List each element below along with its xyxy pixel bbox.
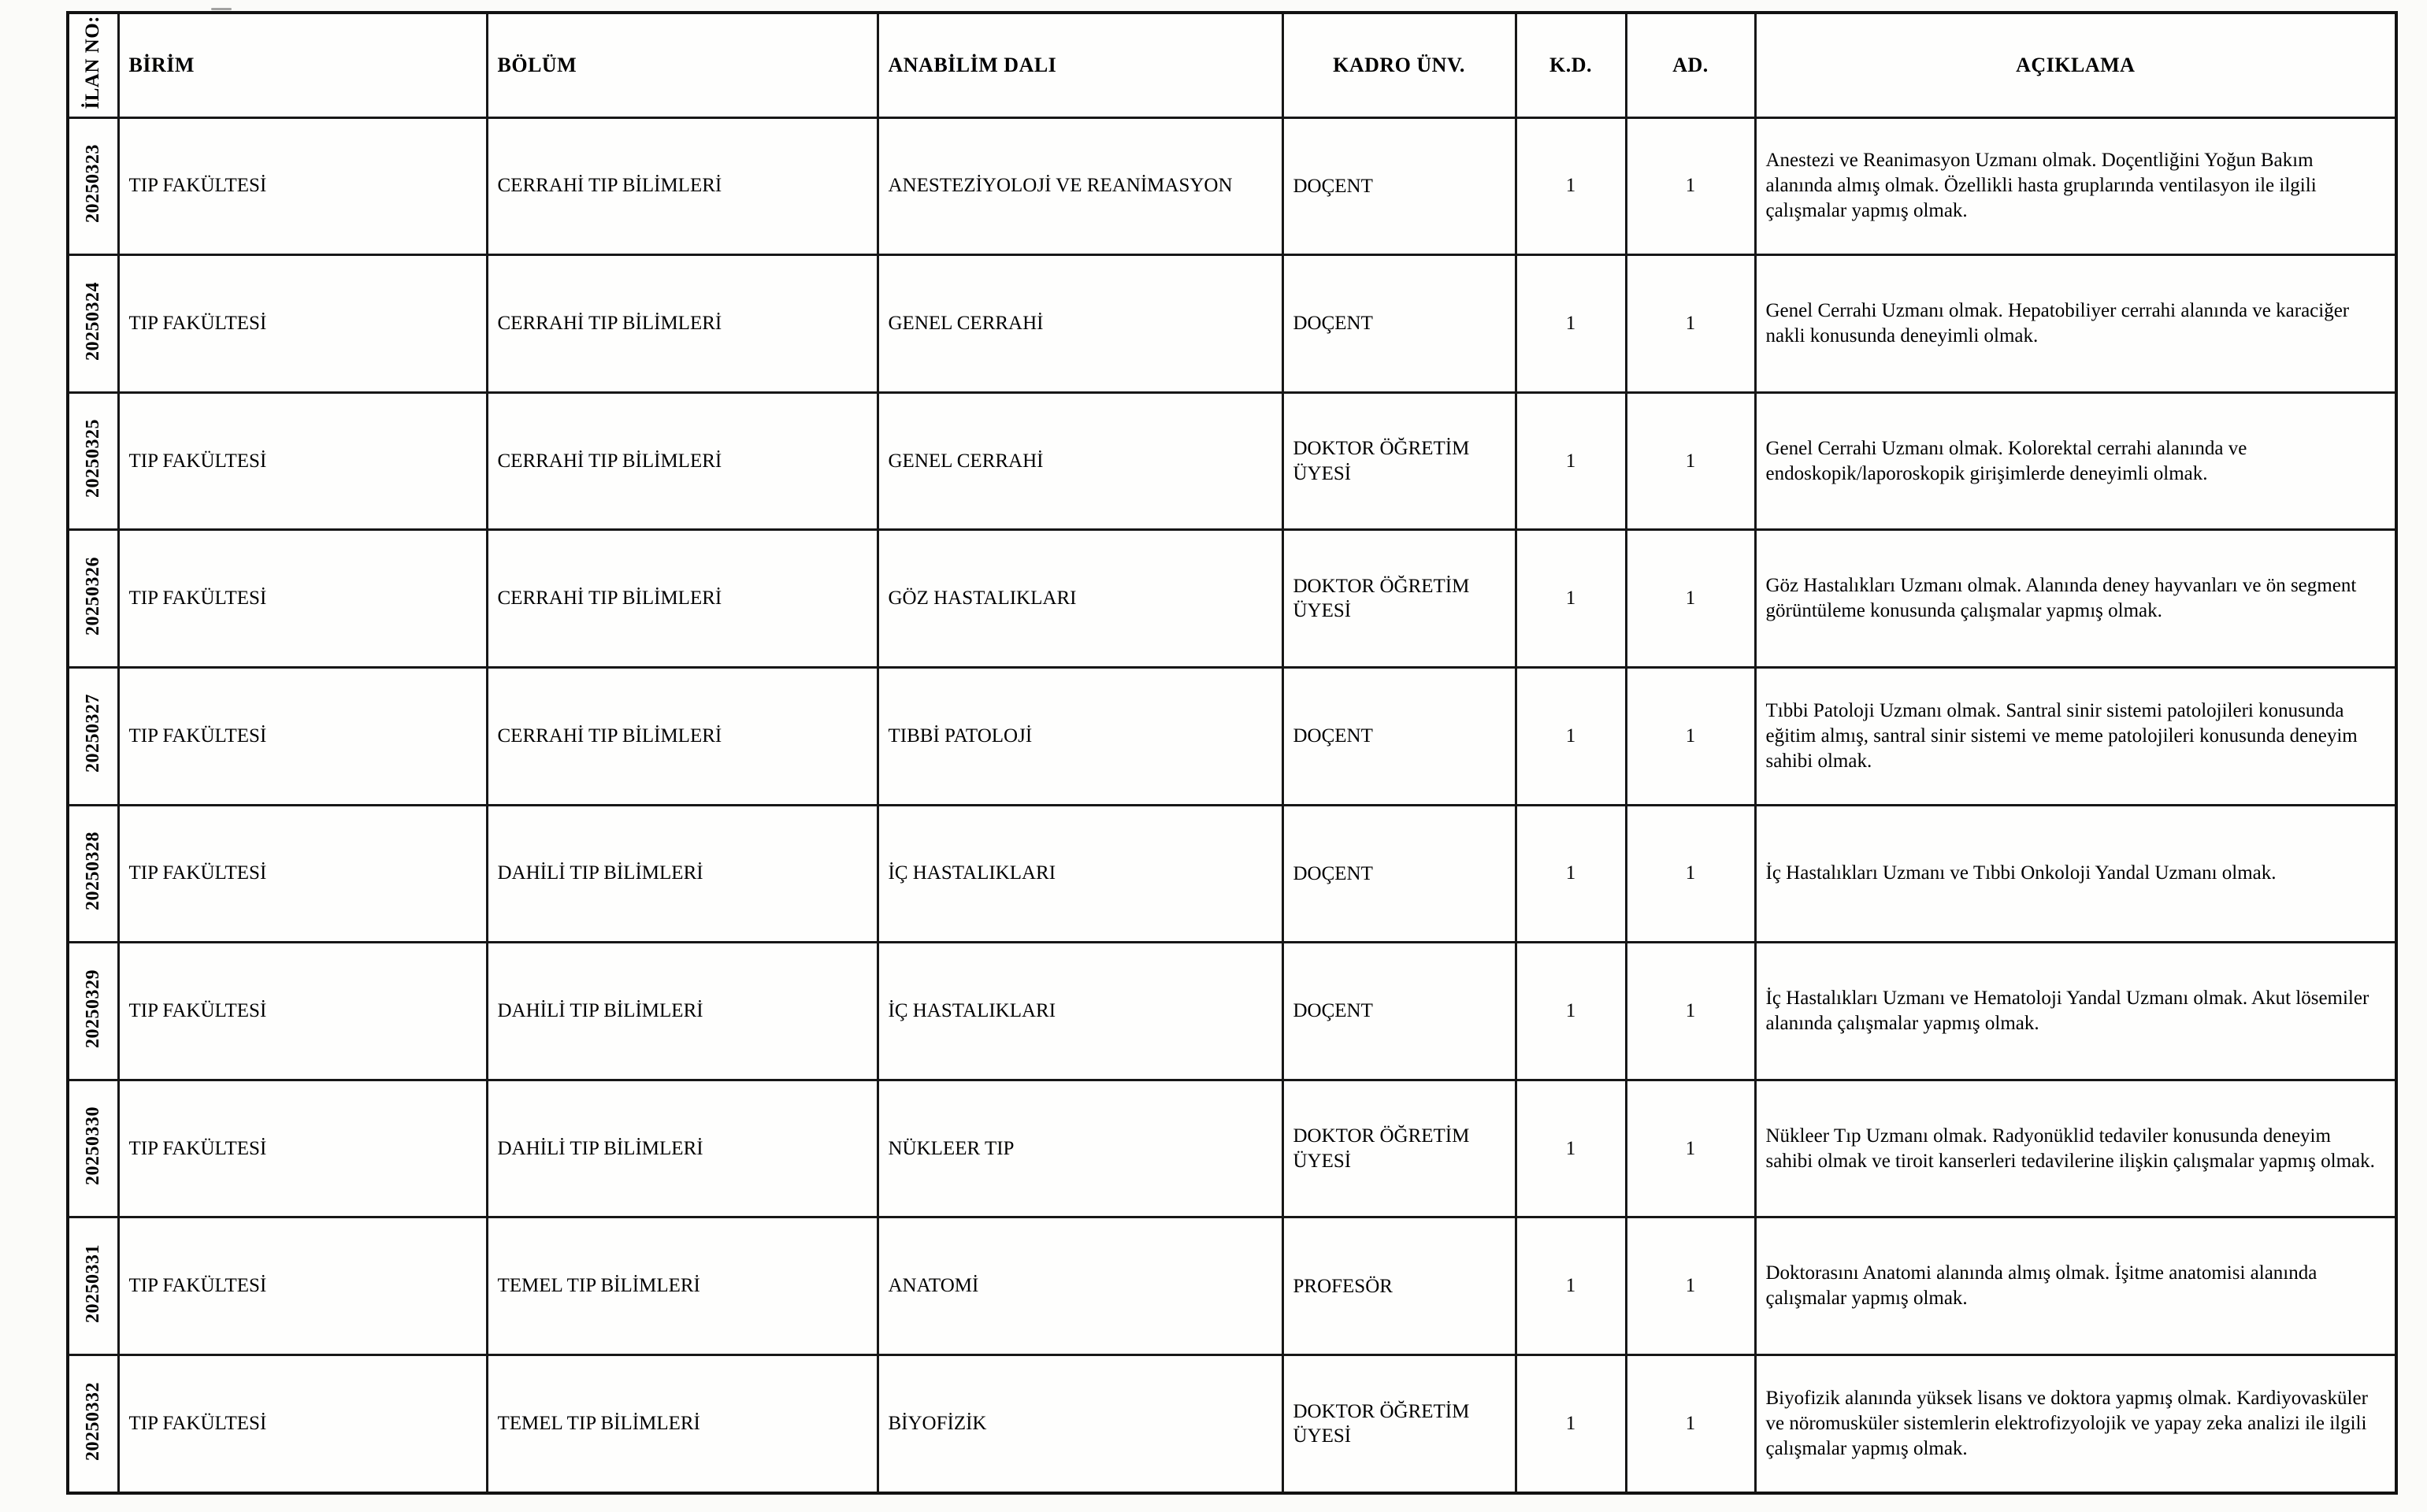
header-row xyxy=(68,13,2396,117)
scan-artifact-mark xyxy=(211,8,232,10)
cell-ilan-no xyxy=(68,392,118,530)
cell-anabilim-dali: NÜKLEER TIP xyxy=(878,1080,1282,1217)
cell-ilan-no xyxy=(68,805,118,943)
cell-aciklama: İç Hastalıkları Uzmanı ve Hematoloji Yandal Uzmanı olmak. Akut lösemiler alanında çalışmalar yapmış olmak. xyxy=(1755,943,2396,1080)
cell-ad: 1 xyxy=(1626,392,1755,530)
cell-kadro-unv: DOÇENT xyxy=(1282,668,1516,806)
cell-kadro-unv: DOKTOR ÖĞRETİM ÜYESİ xyxy=(1282,1080,1516,1217)
cell-ad: 1 xyxy=(1626,1217,1755,1355)
cell-ilan-no xyxy=(68,668,118,806)
header-kadro-unv: KADRO ÜNV. xyxy=(1282,13,1516,117)
cell-kd: 1 xyxy=(1516,1217,1626,1355)
cell-anabilim-dali: İÇ HASTALIKLARI xyxy=(878,805,1282,943)
ilan-no-value: 20250331 xyxy=(82,1243,103,1323)
cell-birim: TIP FAKÜLTESİ xyxy=(118,530,487,668)
cell-kadro-unv: DOÇENT xyxy=(1282,255,1516,393)
cell-ilan-no xyxy=(68,1080,118,1217)
cell-ad: 1 xyxy=(1626,530,1755,668)
cell-ilan-no xyxy=(68,1217,118,1355)
cell-aciklama: İç Hastalıkları Uzmanı ve Tıbbi Onkoloji Yandal Uzmanı olmak. xyxy=(1755,805,2396,943)
cell-aciklama: Anestezi ve Reanimasyon Uzmanı olmak. Doçentliğini Yoğun Bakım alanında almış olmak. Özellikli hasta gruplarında ventilasyon ile ilgili çalışmalar yapmış olmak. xyxy=(1755,117,2396,255)
cell-kd: 1 xyxy=(1516,805,1626,943)
cell-bolum: CERRAHİ TIP BİLİMLERİ xyxy=(487,392,878,530)
cell-aciklama: Genel Cerrahi Uzmanı olmak. Hepatobiliyer cerrahi alanında ve karaciğer nakli konusunda deneyimli olmak. xyxy=(1755,255,2396,393)
table-row xyxy=(68,117,2396,255)
cell-anabilim-dali: ANATOMİ xyxy=(878,1217,1282,1355)
cell-ad: 1 xyxy=(1626,255,1755,393)
cell-kd: 1 xyxy=(1516,668,1626,806)
cell-bolum: CERRAHİ TIP BİLİMLERİ xyxy=(487,530,878,668)
table-row xyxy=(68,530,2396,668)
ilan-no-value: 20250323 xyxy=(82,143,103,223)
ilan-no-value: 20250324 xyxy=(82,281,103,361)
ilan-no-value: 20250328 xyxy=(82,831,103,910)
header-anabilim-dali: ANABİLİM DALI xyxy=(878,13,1282,117)
cell-anabilim-dali: GÖZ HASTALIKLARI xyxy=(878,530,1282,668)
scanned-document-page xyxy=(66,11,2398,1495)
cell-anabilim-dali: BİYOFİZİK xyxy=(878,1355,1282,1493)
cell-ad: 1 xyxy=(1626,943,1755,1080)
cell-bolum: CERRAHİ TIP BİLİMLERİ xyxy=(487,668,878,806)
table-row xyxy=(68,1217,2396,1355)
cell-ilan-no xyxy=(68,530,118,668)
cell-bolum: CERRAHİ TIP BİLİMLERİ xyxy=(487,117,878,255)
cell-bolum: DAHİLİ TIP BİLİMLERİ xyxy=(487,1080,878,1217)
ilan-no-value: 20250329 xyxy=(82,969,103,1048)
cell-kd: 1 xyxy=(1516,255,1626,393)
cell-aciklama: Tıbbi Patoloji Uzmanı olmak. Santral sinir sistemi patolojileri konusunda eğitim almış, santral sinir sistemi ve meme patolojileri konusunda deneyim sahibi olmak. xyxy=(1755,668,2396,806)
cell-aciklama: Biyofizik alanında yüksek lisans ve doktora yapmış olmak. Kardiyovasküler ve nöromusküler sistemlerin elektrofizyolojik ve yapay zeka analizi ile ilgili çalışmalar yapmış olmak. xyxy=(1755,1355,2396,1493)
cell-ad: 1 xyxy=(1626,117,1755,255)
table-row xyxy=(68,943,2396,1080)
cell-kadro-unv: DOÇENT xyxy=(1282,943,1516,1080)
cell-ad: 1 xyxy=(1626,668,1755,806)
cell-ilan-no xyxy=(68,1355,118,1493)
cell-kd: 1 xyxy=(1516,1355,1626,1493)
cell-kadro-unv: DOKTOR ÖĞRETİM ÜYESİ xyxy=(1282,1355,1516,1493)
header-kd: K.D. xyxy=(1516,13,1626,117)
cell-aciklama: Doktorasını Anatomi alanında almış olmak. İşitme anatomisi alanında çalışmalar yapmış olmak. xyxy=(1755,1217,2396,1355)
table-row xyxy=(68,255,2396,393)
cell-ad: 1 xyxy=(1626,805,1755,943)
header-aciklama: AÇIKLAMA xyxy=(1755,13,2396,117)
table-row xyxy=(68,668,2396,806)
cell-kadro-unv: DOÇENT xyxy=(1282,117,1516,255)
header-birim: BİRİM xyxy=(118,13,487,117)
table-row xyxy=(68,805,2396,943)
table-row xyxy=(68,392,2396,530)
cell-kd: 1 xyxy=(1516,117,1626,255)
cell-aciklama: Göz Hastalıkları Uzmanı olmak. Alanında deney hayvanları ve ön segment görüntüleme konusunda çalışmalar yapmış olmak. xyxy=(1755,530,2396,668)
cell-bolum: TEMEL TIP BİLİMLERİ xyxy=(487,1217,878,1355)
cell-kd: 1 xyxy=(1516,392,1626,530)
cell-anabilim-dali: İÇ HASTALIKLARI xyxy=(878,943,1282,1080)
cell-birim: TIP FAKÜLTESİ xyxy=(118,117,487,255)
ilan-no-value: 20250330 xyxy=(82,1106,103,1186)
cell-bolum: DAHİLİ TIP BİLİMLERİ xyxy=(487,943,878,1080)
table-row xyxy=(68,1355,2396,1493)
cell-birim: TIP FAKÜLTESİ xyxy=(118,943,487,1080)
cell-ad: 1 xyxy=(1626,1355,1755,1493)
job-postings-table xyxy=(66,11,2398,1495)
cell-kadro-unv: PROFESÖR xyxy=(1282,1217,1516,1355)
cell-birim: TIP FAKÜLTESİ xyxy=(118,392,487,530)
cell-kadro-unv: DOKTOR ÖĞRETİM ÜYESİ xyxy=(1282,530,1516,668)
ilan-no-value: 20250327 xyxy=(82,694,103,773)
cell-birim: TIP FAKÜLTESİ xyxy=(118,668,487,806)
cell-anabilim-dali: GENEL CERRAHİ xyxy=(878,255,1282,393)
cell-bolum: TEMEL TIP BİLİMLERİ xyxy=(487,1355,878,1493)
header-bolum: BÖLÜM xyxy=(487,13,878,117)
cell-kd: 1 xyxy=(1516,530,1626,668)
table-row xyxy=(68,1080,2396,1217)
cell-ad: 1 xyxy=(1626,1080,1755,1217)
ilan-no-value: 20250326 xyxy=(82,556,103,636)
cell-aciklama: Genel Cerrahi Uzmanı olmak. Kolorektal cerrahi alanında ve endoskopik/laporoskopik girişimlerde deneyimli olmak. xyxy=(1755,392,2396,530)
cell-kadro-unv: DOÇENT xyxy=(1282,805,1516,943)
cell-anabilim-dali: TIBBİ PATOLOJİ xyxy=(878,668,1282,806)
cell-kadro-unv: DOKTOR ÖĞRETİM ÜYESİ xyxy=(1282,392,1516,530)
cell-birim: TIP FAKÜLTESİ xyxy=(118,255,487,393)
cell-anabilim-dali: ANESTEZİYOLOJİ VE REANİMASYON xyxy=(878,117,1282,255)
cell-birim: TIP FAKÜLTESİ xyxy=(118,1355,487,1493)
cell-ilan-no xyxy=(68,943,118,1080)
ilan-no-value: 20250332 xyxy=(82,1381,103,1461)
header-ilan-no-label: İLAN NO: xyxy=(82,16,104,109)
cell-ilan-no xyxy=(68,255,118,393)
cell-kd: 1 xyxy=(1516,1080,1626,1217)
cell-birim: TIP FAKÜLTESİ xyxy=(118,1080,487,1217)
cell-birim: TIP FAKÜLTESİ xyxy=(118,1217,487,1355)
cell-birim: TIP FAKÜLTESİ xyxy=(118,805,487,943)
ilan-no-value: 20250325 xyxy=(82,419,103,498)
cell-bolum: DAHİLİ TIP BİLİMLERİ xyxy=(487,805,878,943)
cell-aciklama: Nükleer Tıp Uzmanı olmak. Radyonüklid tedaviler konusunda deneyim sahibi olmak ve tiroit kanserleri tedavilerine ilişkin çalışmalar yapmış olmak. xyxy=(1755,1080,2396,1217)
header-ad: AD. xyxy=(1626,13,1755,117)
cell-anabilim-dali: GENEL CERRAHİ xyxy=(878,392,1282,530)
cell-ilan-no xyxy=(68,117,118,255)
cell-bolum: CERRAHİ TIP BİLİMLERİ xyxy=(487,255,878,393)
cell-kd: 1 xyxy=(1516,943,1626,1080)
header-ilan-no xyxy=(68,13,118,117)
